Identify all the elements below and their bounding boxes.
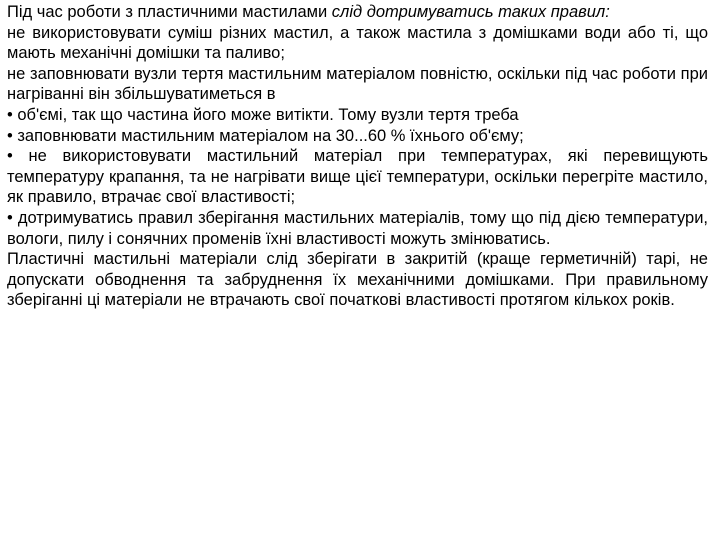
- intro-lead-text: Під час роботи з пластичними мастилами: [7, 3, 332, 21]
- bullet-volume-expansion: • об'ємі, так що частина його може витікти. Тому вузли тертя треба: [7, 105, 519, 124]
- storage-paragraph: Пластичні мастильні матеріали слід зберігати в закритій (краще герметичній) тарі, не допускати обводнення та забруднення їх механічними домішками. При правильному зберіганні ці матеріали не втрачають свої початкові властивості протягом кількох років.: [7, 250, 708, 310]
- bullet-storage-rules: • дотримуватись правил зберігання мастильних матеріалів, тому що під дією температури, вологи, пилу і сонячних променів їхні властивості можуть змінюватись.: [7, 208, 708, 248]
- bullet-fill-percentage: • заповнювати мастильним матеріалом на 30...60 % їхнього об'єму;: [7, 126, 524, 145]
- intro-paragraph: [7, 2, 708, 23]
- intro-emphasis-text: слід дотримуватись таких правил:: [331, 3, 610, 21]
- rule-no-full-filling: не заповнювати вузли тертя мастильним матеріалом повністю, оскільки під час роботи при нагріванні він збільшуватиметься в: [7, 64, 708, 104]
- bullet-temperature-limit: • не використовувати мастильний матеріал при температурах, які перевищують температуру крапання, та не нагрівати вище цієї температури, оскільки перегріте мастило, як правило, втрачає свої властивості;: [7, 147, 708, 207]
- rule-no-mixing: не використовувати суміш різних мастил, а також мастила з домішками води або ті, що мають механічні домішки та паливо;: [7, 23, 708, 63]
